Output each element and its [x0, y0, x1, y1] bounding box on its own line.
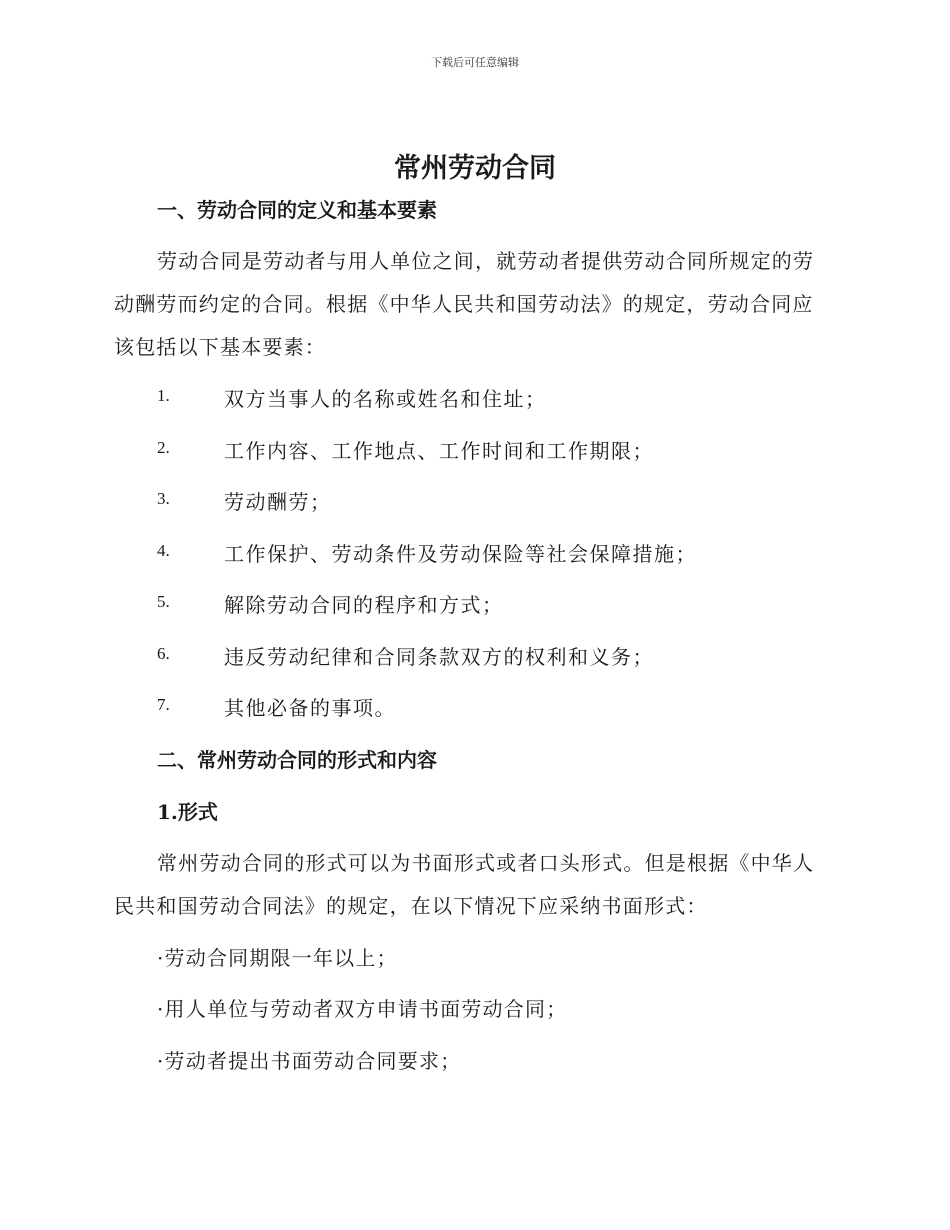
bullet-item: ·劳动者提出书面劳动合同要求；: [157, 1049, 462, 1073]
list-item-number: 3.: [157, 489, 170, 508]
list-item-number: 2.: [157, 438, 170, 457]
list-item: [0, 435, 950, 465]
list-item-number: 5.: [157, 592, 170, 611]
list-item-text: 其他必备的事项。: [224, 696, 396, 720]
section-2-paragraph-line-1: 常州劳动合同的形式可以为书面形式或者口头形式。但是根据《中华人: [157, 851, 815, 875]
section-1-paragraph-line-2: 动酬劳而约定的合同。根据《中华人民共和国劳动法》的规定，劳动合同应: [114, 292, 814, 316]
section-2-paragraph-line-2: 民共和国劳动合同法》的规定，在以下情况下应采纳书面形式：: [114, 894, 708, 918]
list-item: [0, 692, 950, 722]
list-item-text: 工作保护、劳动条件及劳动保险等社会保障措施；: [224, 542, 697, 566]
section-2-subheading: 1.形式: [157, 800, 218, 824]
list-item: [0, 589, 950, 619]
list-item-text: 工作内容、工作地点、工作时间和工作期限；: [224, 439, 654, 463]
list-item: [0, 641, 950, 671]
list-item-text: 劳动酬劳；: [224, 490, 332, 514]
list-item-text: 解除劳动合同的程序和方式；: [224, 593, 504, 617]
bullet-item: ·劳动合同期限一年以上；: [157, 946, 398, 970]
list-item-number: 4.: [157, 541, 170, 560]
list-item-number: 7.: [157, 695, 170, 714]
list-item-number: 1.: [157, 386, 170, 405]
list-item: [0, 383, 950, 413]
section-2-heading: 二、常州劳动合同的形式和内容: [157, 748, 437, 772]
bullet-item: ·用人单位与劳动者双方申请书面劳动合同；: [157, 997, 568, 1021]
list-item-number: 6.: [157, 644, 170, 663]
list-item-text: 违反劳动纪律和合同条款双方的权利和义务；: [224, 645, 654, 669]
list-item-text: 双方当事人的名称或姓名和住址；: [224, 387, 547, 411]
document-title: 常州劳动合同: [394, 153, 556, 184]
list-item: [0, 486, 950, 516]
section-1-paragraph-line-1: 劳动合同是劳动者与用人单位之间，就劳动者提供劳动合同所规定的劳: [157, 249, 815, 273]
list-item: [0, 538, 950, 568]
header-note: 下载后可任意编辑: [431, 56, 519, 69]
section-1-paragraph-line-3: 该包括以下基本要素：: [114, 335, 326, 359]
section-1-heading: 一、劳动合同的定义和基本要素: [157, 198, 437, 222]
